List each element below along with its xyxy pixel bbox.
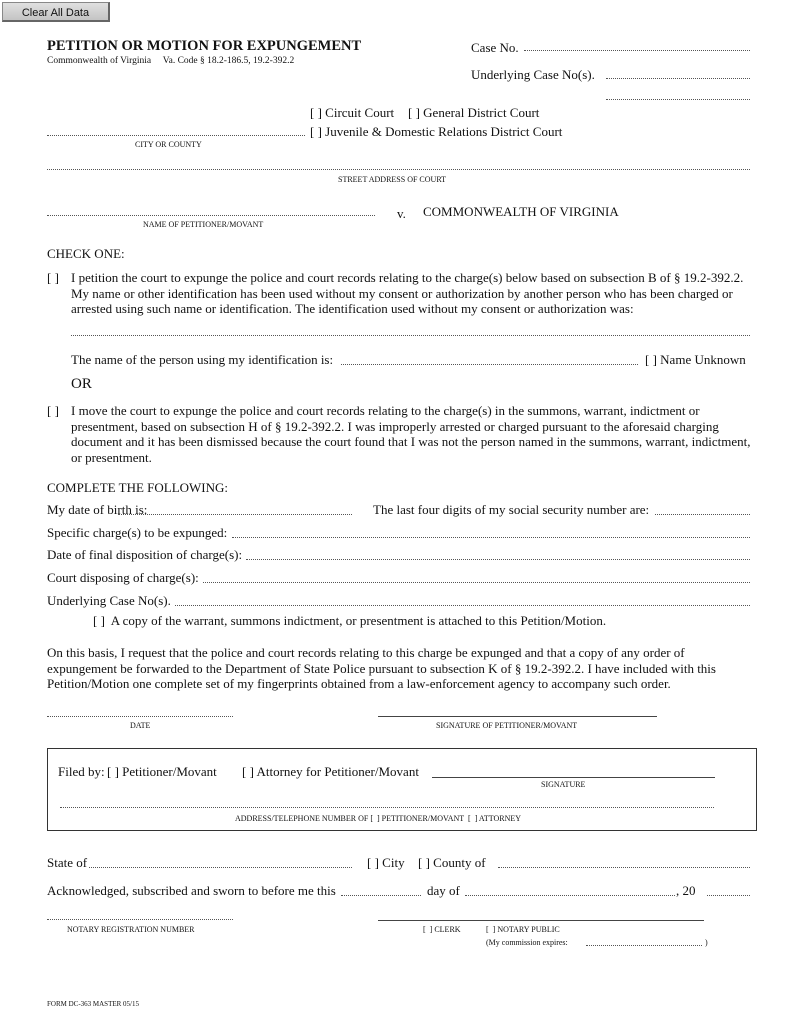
- case-no-label: Case No.: [471, 40, 519, 55]
- dob-label: My date of birth is:: [47, 502, 148, 517]
- county-checkbox[interactable]: [ ] County of: [418, 855, 486, 870]
- filed-signature-field[interactable]: [432, 777, 715, 778]
- petitioner-signature-label: SIGNATURE OF PETITIONER/MOVANT: [436, 721, 578, 730]
- form-number: FORM DC-363 MASTER 05/15: [47, 1000, 139, 1008]
- petitioner-name-field[interactable]: [47, 215, 375, 216]
- option-b-text: I petition the court to expunge the police and court records relating to the charge(s) below based on subsection B of § 19.2-392.2. My name or other identification has been used without my consent or authorization by another person who has been charged or arrested using such name or identification. The identification used without my consent or authorization was:: [71, 270, 744, 316]
- underlying-cases-field[interactable]: [175, 605, 750, 606]
- general-district-checkbox[interactable]: [ ] General District Court: [408, 105, 540, 120]
- complete-heading: COMPLETE THE FOLLOWING:: [47, 480, 229, 495]
- underlying-case-field-1[interactable]: [606, 78, 750, 79]
- address-telephone-field[interactable]: [60, 807, 714, 808]
- underlying-case-field-2[interactable]: [606, 99, 750, 100]
- versus-label: v.: [397, 206, 406, 221]
- or-label: OR: [71, 376, 92, 392]
- option-h-checkbox[interactable]: [ ]: [47, 403, 59, 418]
- city-checkbox[interactable]: [ ] City: [367, 855, 405, 870]
- check-one-heading: CHECK ONE:: [47, 246, 125, 261]
- day-of-label: day of: [427, 883, 460, 898]
- circuit-court-checkbox[interactable]: [ ] Circuit Court: [310, 105, 395, 120]
- underlying-cases-label: Underlying Case No(s).: [47, 593, 171, 608]
- acknowledged-label: Acknowledged, subscribed and sworn to before me this: [47, 883, 336, 898]
- name-using-label: The name of the person using my identification is:: [71, 352, 334, 367]
- filed-by-label: Filed by:: [58, 764, 105, 779]
- court-disposing-field[interactable]: [203, 582, 750, 583]
- jdr-court-checkbox[interactable]: [ ] Juvenile & Domestic Relations District Court: [310, 124, 563, 139]
- option-h-text: I move the court to expunge the police and court records relating to the charge(s) in the summons, warrant, indictment or presentment, based on subsection H of § 19.2-392.2. I was improperly arrested or charged pursuant to the aforesaid charging document and it has been dismissed because the court found that I was not the person named in the summons, warrant, indictment, or presentment.: [71, 403, 751, 465]
- name-using-field[interactable]: [341, 364, 638, 365]
- city-county-field[interactable]: [47, 135, 305, 136]
- date-label: DATE: [130, 721, 151, 730]
- underlying-case-label: Underlying Case No(s).: [471, 67, 595, 82]
- form-subtitle: Commonwealth of Virginia Va. Code § 18.2-186.5, 19.2-392.2: [47, 56, 295, 66]
- option-b-checkbox[interactable]: [ ]: [47, 270, 59, 285]
- commission-expires-label: (My commission expires:: [486, 938, 568, 947]
- name-unknown-checkbox[interactable]: [ ] Name Unknown: [645, 352, 746, 367]
- state-label: State of: [47, 855, 88, 870]
- date-field[interactable]: [47, 716, 233, 717]
- clerk-notary-signature-field[interactable]: [378, 920, 704, 921]
- form-title: PETITION OR MOTION FOR EXPUNGEMENT: [47, 38, 362, 54]
- clear-all-data-button[interactable]: Clear All Data: [2, 2, 110, 22]
- charges-label: Specific charge(s) to be expunged:: [47, 525, 228, 540]
- identification-used-field[interactable]: [71, 335, 750, 336]
- jdr-court-label: Juvenile & Domestic Relations District Court: [325, 124, 563, 139]
- commission-close-paren: ): [705, 938, 708, 947]
- year-field[interactable]: [707, 895, 750, 896]
- general-district-label: General District Court: [423, 105, 540, 120]
- ssn-label: The last four digits of my social security number are:: [373, 502, 650, 517]
- circuit-court-label: Circuit Court: [325, 105, 395, 120]
- day-field[interactable]: [341, 895, 421, 896]
- notary-registration-label: NOTARY REGISTRATION NUMBER: [67, 925, 195, 934]
- disposition-label: Date of final disposition of charge(s):: [47, 547, 243, 562]
- copy-attached-checkbox[interactable]: [ ] A copy of the warrant, summons indictment, or presentment is attached to this Petition/Motion.: [93, 613, 607, 628]
- street-address-label: STREET ADDRESS OF COURT: [338, 175, 447, 184]
- court-disposing-label: Court disposing of charge(s):: [47, 570, 199, 585]
- ssn-field[interactable]: [655, 514, 750, 515]
- disposition-field[interactable]: [246, 559, 750, 560]
- petitioner-name-label: NAME OF PETITIONER/MOVANT: [143, 220, 264, 229]
- request-paragraph: On this basis, I request that the police and court records relating to this charge be expunged and that a copy of any order of expungement be forwarded to the Department of State Police pursuant to subsection K of § 19.2-392.2. I have included with this Petition/Motion one complete set of my fingerprints obtained from a law-enforcement agency to accompany such order.: [47, 645, 716, 691]
- respondent-label: COMMONWEALTH OF VIRGINIA: [423, 204, 619, 219]
- dob-field[interactable]: [118, 514, 352, 515]
- month-field[interactable]: [465, 895, 675, 896]
- filed-attorney-checkbox[interactable]: [ ] Attorney for Petitioner/Movant: [242, 764, 419, 779]
- county-field[interactable]: [498, 867, 750, 868]
- address-telephone-label: ADDRESS/TELEPHONE NUMBER OF [ ] PETITIONER/MOVANT [ ] ATTORNEY: [235, 814, 522, 823]
- filed-signature-label: SIGNATURE: [541, 780, 586, 789]
- filed-petitioner-checkbox[interactable]: [ ] Petitioner/Movant: [107, 764, 217, 779]
- state-field[interactable]: [89, 867, 352, 868]
- year-prefix-label: , 20: [676, 883, 696, 898]
- charges-field[interactable]: [232, 537, 750, 538]
- clerk-checkbox[interactable]: [ ] CLERK: [423, 925, 461, 934]
- commission-expires-field[interactable]: [586, 945, 702, 946]
- notary-registration-field[interactable]: [47, 919, 233, 920]
- street-address-field[interactable]: [47, 169, 750, 170]
- petitioner-signature-field[interactable]: [378, 716, 657, 717]
- city-county-label: CITY OR COUNTY: [135, 140, 202, 149]
- notary-public-checkbox[interactable]: [ ] NOTARY PUBLIC: [486, 925, 560, 934]
- case-no-field[interactable]: [524, 50, 750, 51]
